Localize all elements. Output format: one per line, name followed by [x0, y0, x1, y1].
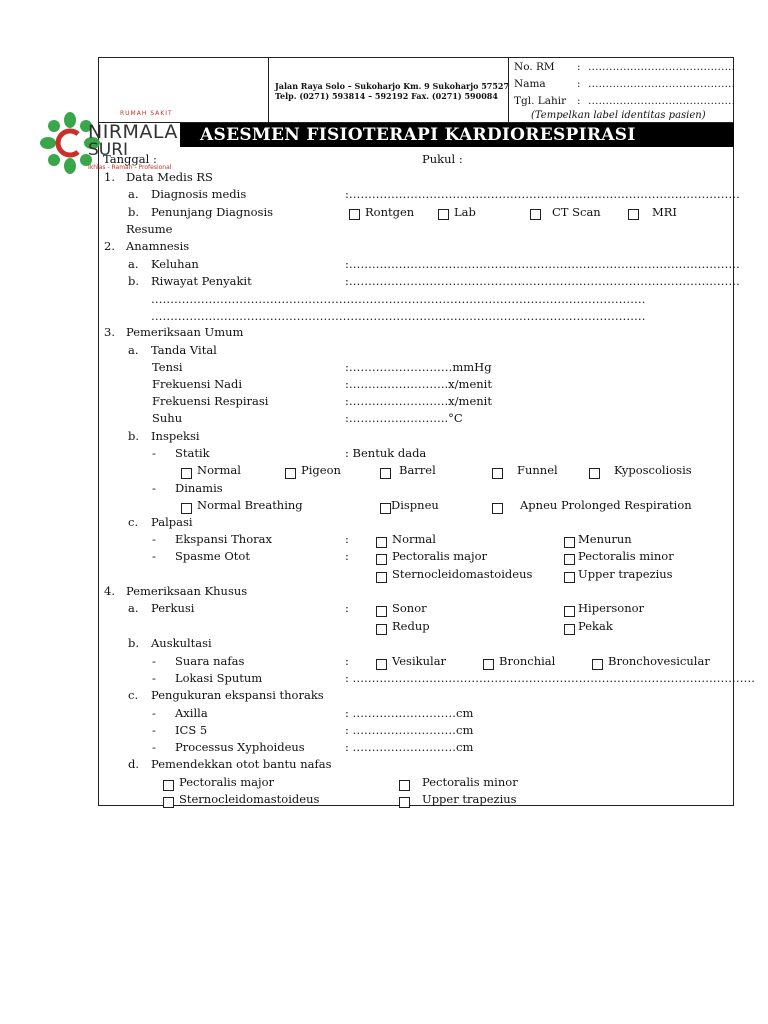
hospital-label: RUMAH SAKIT: [120, 110, 173, 117]
palpasi-label: Palpasi: [151, 515, 193, 529]
dash: -: [152, 481, 156, 495]
axilla-label: Axilla: [175, 706, 208, 720]
mri-label: MRI: [652, 205, 677, 219]
vesikular-checkbox[interactable]: [376, 659, 387, 670]
menurun-label: Menurun: [578, 532, 632, 546]
dash: -: [152, 549, 156, 563]
normal-checkbox[interactable]: [181, 468, 192, 479]
barrel-label: Barrel: [399, 463, 436, 477]
pect-major-label: Pectoralis major: [392, 549, 488, 563]
section-number: 2.: [104, 239, 115, 253]
colon: :: [577, 78, 581, 90]
xypho-label: Processus Xyphoideus: [175, 740, 305, 754]
colon: :: [345, 549, 349, 563]
tanggal-label: Tanggal :: [103, 152, 157, 166]
dash: -: [152, 723, 156, 737]
hospital-name: NIRMALA: [88, 121, 178, 143]
diagnosis-label: Diagnosis medis: [151, 187, 247, 201]
dash: -: [152, 671, 156, 685]
funnel-checkbox[interactable]: [492, 468, 503, 479]
sterno-checkbox[interactable]: [376, 572, 387, 583]
ctscan-label: CT Scan: [552, 205, 601, 219]
respirasi-label: Frekuensi Respirasi: [152, 394, 269, 408]
lokasi-sputum-label: Lokasi Sputum: [175, 671, 263, 685]
diagnosis-field[interactable]: :…………………………………………………………………………………………: [345, 187, 740, 201]
riwayat-field[interactable]: :…………………………………………………………………………………………: [345, 274, 740, 288]
item-letter: c.: [128, 688, 139, 702]
respirasi-field[interactable]: :……………………..x/menit: [345, 394, 492, 408]
pect-major-checkbox[interactable]: [376, 554, 387, 565]
tgl-lahir-field[interactable]: ……………………………………: [588, 95, 735, 107]
section-number: 4.: [104, 584, 115, 598]
no-rm-field[interactable]: ……………………………………: [588, 61, 735, 73]
tgl-lahir-label: Tgl. Lahir: [514, 95, 567, 107]
normal-breathing-checkbox[interactable]: [181, 503, 192, 514]
nadi-field[interactable]: :……………………..x/menit: [345, 377, 492, 391]
normal-breathing-label: Normal Breathing: [197, 498, 303, 512]
colon: :: [345, 654, 349, 668]
section-title: Data Medis RS: [126, 170, 213, 184]
statik-label: Statik: [175, 446, 210, 460]
pend-pect-minor-checkbox[interactable]: [399, 780, 410, 791]
dash: -: [152, 446, 156, 460]
identity-note: (Tempelkan label identitas pasien): [531, 110, 706, 121]
colon: :: [345, 532, 349, 546]
bronchovesicular-checkbox[interactable]: [592, 659, 603, 670]
resume-label: Resume: [126, 222, 173, 236]
dispneu-checkbox[interactable]: [380, 503, 391, 514]
ics-label: ICS 5: [175, 723, 208, 737]
nama-field[interactable]: ……………………………………: [588, 78, 735, 90]
pend-pect-major-checkbox[interactable]: [163, 780, 174, 791]
hospital-phone: Telp. (0271) 593814 – 592192 Fax. (0271) 590084: [275, 91, 498, 101]
hospital-tagline: Ikhlas - Ramah - Profesional: [88, 164, 172, 171]
item-letter: a.: [128, 257, 139, 271]
form-title: ASESMEN FISIOTERAPI KARDIORESPIRASI: [200, 125, 636, 145]
bronchovesicular-label: Bronchovesicular: [608, 654, 710, 668]
dash: -: [152, 532, 156, 546]
suara-nafas-label: Suara nafas: [175, 654, 245, 668]
inspeksi-label: Inspeksi: [151, 429, 200, 443]
pend-sterno-checkbox[interactable]: [163, 797, 174, 808]
item-letter: c.: [128, 515, 139, 529]
ekspansi-label: Ekspansi Thorax: [175, 532, 272, 546]
item-letter: a.: [128, 343, 139, 357]
pend-pect-major-label: Pectoralis major: [179, 775, 275, 789]
ics-field[interactable]: : ………………………cm: [345, 723, 474, 737]
sonor-checkbox[interactable]: [376, 606, 387, 617]
ctscan-checkbox[interactable]: [530, 209, 541, 220]
pect-minor-label: Pectoralis minor: [578, 549, 674, 563]
keluhan-field[interactable]: :…………………………………………………………………………………………: [345, 257, 740, 271]
auskultasi-label: Auskultasi: [151, 636, 212, 650]
pigeon-checkbox[interactable]: [285, 468, 296, 479]
menurun-checkbox[interactable]: [564, 537, 575, 548]
item-letter: a.: [128, 601, 139, 615]
bronchial-checkbox[interactable]: [483, 659, 494, 670]
nama-label: Nama: [514, 78, 546, 90]
item-letter: a.: [128, 187, 139, 201]
section-title: Anamnesis: [126, 239, 190, 253]
apneu-checkbox[interactable]: [492, 503, 503, 514]
no-rm-label: No. RM: [514, 61, 555, 73]
suhu-field[interactable]: :……………………..°C: [345, 411, 463, 425]
dash: -: [152, 654, 156, 668]
apneu-label: Apneu Prolonged Respiration: [520, 498, 692, 512]
tensi-label: Tensi: [152, 360, 183, 374]
ekspansi-normal-checkbox[interactable]: [376, 537, 387, 548]
dash: -: [152, 706, 156, 720]
lab-checkbox[interactable]: [438, 209, 449, 220]
pekak-checkbox[interactable]: [564, 624, 575, 635]
pemendekkan-label: Pemendekkan otot bantu nafas: [151, 757, 332, 771]
redup-label: Redup: [392, 619, 430, 633]
lokasi-sputum-field[interactable]: : ……………………………………………………………………………………………: [345, 671, 756, 685]
dash: -: [152, 740, 156, 754]
ekspansi-normal-label: Normal: [392, 532, 436, 546]
colon: :: [577, 61, 581, 73]
hipersonor-label: Hipersonor: [578, 601, 645, 615]
riwayat-field-line[interactable]: …………………………………………………………………………………………………………………: [151, 309, 646, 323]
pekak-label: Pekak: [578, 619, 613, 633]
section-number: 1.: [104, 170, 115, 184]
spasme-label: Spasme Otot: [175, 549, 250, 563]
header-divider: [268, 57, 269, 123]
pengukuran-label: Pengukuran ekspansi thoraks: [151, 688, 324, 702]
section-title: Pemeriksaan Umum: [126, 325, 244, 339]
rontgen-label: Rontgen: [365, 205, 415, 219]
redup-checkbox[interactable]: [376, 624, 387, 635]
upper-trapezius-label: Upper trapezius: [578, 567, 673, 581]
upper-trapezius-checkbox[interactable]: [564, 572, 575, 583]
kyposcoliosis-checkbox[interactable]: [589, 468, 600, 479]
pukul-label: Pukul :: [422, 152, 463, 166]
rontgen-checkbox[interactable]: [349, 209, 360, 220]
item-letter: b.: [128, 636, 140, 650]
dinamis-label: Dinamis: [175, 481, 223, 495]
funnel-label: Funnel: [517, 463, 558, 477]
lab-label: Lab: [454, 205, 476, 219]
keluhan-label: Keluhan: [151, 257, 199, 271]
mri-checkbox[interactable]: [628, 209, 639, 220]
axilla-field[interactable]: : ………………………cm: [345, 706, 474, 720]
pend-pect-minor-label: Pectoralis minor: [422, 775, 518, 789]
hospital-address: Jalan Raya Solo – Sukoharjo Km. 9 Sukoharjo 57527: [275, 81, 510, 91]
tanda-vital-label: Tanda Vital: [151, 343, 217, 357]
item-letter: b.: [128, 205, 140, 219]
pend-upper-checkbox[interactable]: [399, 797, 410, 808]
hospital-name-2: SURI: [88, 140, 129, 160]
pect-minor-checkbox[interactable]: [564, 554, 575, 565]
barrel-checkbox[interactable]: [380, 468, 391, 479]
vesikular-label: Vesikular: [392, 654, 447, 668]
normal-label: Normal: [197, 463, 241, 477]
xypho-field[interactable]: : ………………………cm: [345, 740, 474, 754]
penunjang-label: Penunjang Diagnosis: [151, 205, 274, 219]
riwayat-field-line[interactable]: …………………………………………………………………………………………………………………: [151, 292, 646, 306]
sterno-label: Sternocleidomastoideus: [392, 567, 533, 581]
item-letter: b.: [128, 274, 140, 288]
hipersonor-checkbox[interactable]: [564, 606, 575, 617]
pend-upper-label: Upper trapezius: [422, 792, 517, 806]
sonor-label: Sonor: [392, 601, 427, 615]
nadi-label: Frekuensi Nadi: [152, 377, 243, 391]
item-letter: d.: [128, 757, 140, 771]
section-title: Pemeriksaan Khusus: [126, 584, 248, 598]
tensi-field[interactable]: :………………………mmHg: [345, 360, 492, 374]
colon: :: [577, 95, 581, 107]
bronchial-label: Bronchial: [499, 654, 556, 668]
section-number: 3.: [104, 325, 115, 339]
riwayat-label: Riwayat Penyakit: [151, 274, 252, 288]
item-letter: b.: [128, 429, 140, 443]
suhu-label: Suhu: [152, 411, 183, 425]
perkusi-label: Perkusi: [151, 601, 195, 615]
colon: :: [345, 601, 349, 615]
kyposcoliosis-label: Kyposcoliosis: [614, 463, 692, 477]
pigeon-label: Pigeon: [301, 463, 341, 477]
dispneu-label: Dispneu: [391, 498, 439, 512]
pend-sterno-label: Sternocleidomastoideus: [179, 792, 320, 806]
bentuk-dada-label: : Bentuk dada: [345, 446, 427, 460]
